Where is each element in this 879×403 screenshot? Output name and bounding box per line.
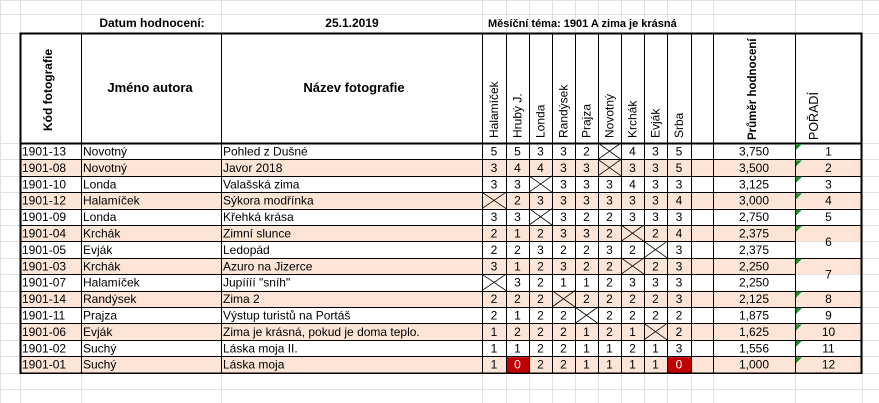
comment-marker-icon [796, 177, 802, 183]
photo-title[interactable]: Zima 2 [223, 292, 260, 307]
average-score[interactable]: 1,625 [738, 324, 770, 339]
judge-score[interactable]: 3 [583, 160, 590, 175]
table-row[interactable] [22, 341, 769, 355]
judge-score[interactable]: 3 [629, 275, 636, 290]
judge-score[interactable]: 1 [514, 341, 521, 356]
judge-score[interactable]: 3 [652, 193, 659, 208]
judge-score[interactable]: 2 [606, 292, 613, 307]
photo-code[interactable]: 1901-06 [22, 324, 67, 339]
judge-score[interactable]: 2 [490, 308, 498, 323]
table-row[interactable] [22, 276, 769, 290]
header-photo-title[interactable]: Název fotografie [303, 80, 405, 95]
judge-score[interactable]: 2 [629, 341, 636, 356]
judge-score[interactable]: 1 [514, 308, 521, 323]
judge-score[interactable]: 2 [560, 308, 567, 323]
header-rank[interactable]: POŘADÍ [807, 92, 821, 140]
judge-score[interactable]: 2 [537, 275, 544, 290]
photo-code[interactable]: 1901-10 [22, 177, 67, 192]
average-score[interactable]: 2,125 [738, 292, 770, 307]
judge-score[interactable]: 2 [514, 193, 521, 208]
author-name[interactable]: Krchák [83, 259, 121, 274]
judge-score[interactable]: 3 [629, 160, 636, 175]
judge-score[interactable]: 4 [629, 144, 636, 159]
judge-score[interactable]: 3 [652, 144, 659, 159]
judge-score[interactable]: 2 [652, 308, 659, 323]
judge-score[interactable]: 3 [583, 193, 590, 208]
judge-header[interactable]: Hrubý J. [510, 93, 525, 138]
judge-score[interactable]: 3 [675, 275, 683, 290]
judge-score[interactable]: 3 [514, 275, 521, 290]
average-score[interactable]: 2,750 [738, 210, 770, 225]
judge-score[interactable]: 3 [629, 210, 636, 225]
date-value[interactable]: 25.1.2019 [325, 16, 379, 30]
judge-score[interactable]: 2 [537, 308, 544, 323]
judge-score[interactable]: 5 [675, 144, 683, 159]
judge-score[interactable]: 2 [514, 242, 521, 257]
header-author-name[interactable]: Jméno autora [107, 80, 193, 95]
rank-value[interactable]: 10 [821, 324, 836, 339]
judge-score[interactable]: 2 [629, 292, 636, 307]
author-name[interactable]: Suchý [83, 341, 117, 356]
photo-title[interactable]: Azuro na Jizerce [223, 259, 313, 274]
judge-score[interactable]: 2 [560, 357, 567, 372]
comment-marker-icon [796, 210, 802, 216]
photo-title[interactable]: Ledopád [223, 242, 270, 257]
author-name[interactable]: Novotný [83, 144, 128, 159]
judge-score[interactable]: 2 [629, 242, 636, 257]
rank-value[interactable]: 7 [825, 267, 832, 282]
average-score[interactable]: 2,250 [738, 275, 770, 290]
judge-score[interactable]: 3 [560, 193, 567, 208]
judge-score[interactable]: 2 [583, 242, 590, 257]
judge-header[interactable]: Evják [648, 108, 663, 138]
judge-score[interactable]: 2 [583, 259, 590, 274]
judge-score[interactable]: 5 [490, 144, 498, 159]
judge-score[interactable]: 2 [514, 324, 521, 339]
photo-code[interactable]: 1901-05 [22, 242, 67, 257]
rank-value[interactable]: 5 [825, 210, 832, 225]
judge-score[interactable]: 3 [652, 160, 659, 175]
judge-score[interactable]: 4 [675, 193, 683, 208]
photo-title[interactable]: Křehká krása [223, 210, 294, 225]
judge-score[interactable]: 2 [606, 210, 613, 225]
judge-score[interactable]: 3 [675, 292, 683, 307]
judge-score[interactable]: 3 [537, 193, 544, 208]
photo-title[interactable]: Pohled z Dušné [223, 144, 308, 159]
rank-value[interactable]: 1 [825, 144, 832, 159]
rank-value[interactable]: 3 [825, 177, 832, 192]
table-row[interactable] [22, 145, 769, 159]
judge-score[interactable]: 3 [490, 210, 498, 225]
judge-score[interactable]: 1 [583, 357, 590, 372]
photo-code[interactable]: 1901-01 [22, 357, 67, 372]
judge-score[interactable]: 2 [560, 242, 567, 257]
judge-score[interactable]: 5 [675, 160, 683, 175]
judge-header[interactable]: Prajza [579, 103, 594, 138]
judge-score[interactable]: 3 [675, 259, 683, 274]
judge-score[interactable]: 3 [583, 177, 590, 192]
rank-value[interactable]: 11 [822, 341, 835, 356]
photo-code[interactable]: 1901-08 [22, 160, 67, 175]
rank-value[interactable]: 4 [825, 193, 832, 208]
judge-score[interactable]: 3 [606, 193, 613, 208]
judge-header[interactable]: Randýsek [556, 84, 571, 138]
photo-title[interactable]: Javor 2018 [223, 160, 283, 175]
comment-marker-icon [796, 341, 802, 347]
judge-header[interactable]: Krchák [625, 100, 640, 138]
photo-code[interactable]: 1901-09 [22, 210, 67, 225]
judge-score[interactable]: 3 [652, 275, 659, 290]
judge-score[interactable]: 3 [490, 259, 498, 274]
average-score[interactable]: 1,875 [738, 308, 770, 323]
judge-score[interactable]: 3 [560, 210, 567, 225]
judge-score[interactable]: 2 [652, 259, 659, 274]
header-average[interactable]: Průměr hodnocení [747, 38, 759, 140]
judge-score[interactable]: 2 [583, 210, 590, 225]
judge-score[interactable]: 1 [514, 259, 521, 274]
judge-header[interactable]: Halamíček [487, 81, 501, 138]
judge-score[interactable]: 3 [537, 242, 544, 257]
judge-score[interactable]: 3 [560, 160, 567, 175]
judge-score[interactable]: 2 [490, 292, 498, 307]
photo-title[interactable]: Jupíííí "sníh" [223, 275, 291, 290]
judge-score[interactable]: 2 [560, 341, 567, 356]
comment-marker-icon [796, 144, 802, 150]
judge-score[interactable]: 3 [490, 177, 498, 192]
judge-score[interactable]: 3 [514, 177, 521, 192]
author-name[interactable]: Suchý [83, 357, 117, 372]
judge-score[interactable]: 2 [537, 341, 544, 356]
judge-header[interactable]: Srba [672, 112, 686, 138]
judge-score[interactable]: 1 [583, 324, 590, 339]
author-name[interactable]: Halamíček [83, 275, 140, 290]
judge-score[interactable]: 0 [675, 357, 683, 372]
rank-value[interactable]: 8 [825, 292, 832, 307]
table-row[interactable] [22, 177, 769, 191]
judge-score[interactable]: 1 [652, 357, 659, 372]
judge-score[interactable]: 1 [606, 341, 613, 356]
author-name[interactable]: Krchák [83, 226, 121, 241]
judge-score[interactable]: 3 [606, 242, 613, 257]
average-score[interactable]: 3,500 [738, 160, 770, 175]
judge-score[interactable]: 3 [675, 210, 683, 225]
judge-score[interactable]: 2 [606, 259, 613, 274]
judge-score[interactable]: 2 [675, 324, 683, 339]
date-label[interactable]: Datum hodnocení: [99, 16, 205, 30]
author-name[interactable]: Novotný [83, 160, 128, 175]
judge-score[interactable]: 2 [537, 226, 544, 241]
judge-score[interactable]: 2 [537, 259, 544, 274]
judge-score[interactable]: 1 [629, 357, 636, 372]
photo-title[interactable]: Zima je krásná, pokud je doma teplo. [223, 324, 420, 339]
judge-headers [487, 80, 686, 138]
judge-score[interactable]: 3 [629, 193, 636, 208]
judge-score[interactable]: 1 [490, 324, 498, 339]
judge-score[interactable]: 3 [537, 144, 544, 159]
rank-value[interactable]: 12 [821, 357, 836, 372]
judge-score[interactable]: 2 [537, 292, 544, 307]
author-name[interactable]: Evják [83, 242, 113, 257]
photo-title[interactable]: Láska moja [223, 357, 285, 372]
judge-score[interactable]: 3 [514, 210, 521, 225]
table-row[interactable] [22, 309, 769, 323]
average-score[interactable]: 3,000 [738, 193, 770, 208]
photo-code[interactable]: 1901-02 [22, 341, 67, 356]
judge-score[interactable]: 2 [629, 308, 636, 323]
judge-score[interactable]: 3 [675, 242, 683, 257]
judge-score[interactable]: 3 [583, 226, 590, 241]
judge-score[interactable]: 4 [514, 160, 521, 175]
judge-score[interactable]: 2 [537, 324, 544, 339]
judge-score[interactable]: 3 [560, 144, 567, 159]
judge-score[interactable]: 1 [652, 341, 659, 356]
comment-marker-icon [796, 308, 802, 314]
judge-score[interactable]: 4 [675, 226, 683, 241]
judge-score[interactable]: 2 [560, 324, 567, 339]
average-score[interactable]: 2,375 [738, 242, 770, 257]
rank-value[interactable]: 6 [825, 234, 832, 249]
average-score[interactable]: 3,750 [738, 144, 770, 159]
judge-score[interactable]: 2 [583, 144, 590, 159]
table-row[interactable] [22, 243, 769, 257]
author-name[interactable]: Randýsek [83, 292, 137, 307]
photo-code[interactable]: 1901-13 [22, 144, 67, 159]
judge-score[interactable]: 2 [490, 226, 498, 241]
photo-title[interactable]: Valašská zima [223, 177, 300, 192]
judge-score[interactable]: 3 [490, 160, 498, 175]
monthly-theme[interactable]: Měsíční téma: 1901 A zima je krásná [488, 18, 677, 30]
rank-value[interactable]: 9 [825, 308, 832, 323]
judge-score[interactable]: 1 [629, 324, 636, 339]
judge-score[interactable]: 2 [606, 308, 613, 323]
judge-score[interactable]: 2 [583, 292, 590, 307]
average-score[interactable]: 2,250 [738, 259, 770, 274]
judge-score[interactable]: 1 [583, 275, 590, 290]
judge-score[interactable]: 3 [652, 210, 659, 225]
photo-title[interactable]: Sýkora modřínka [223, 193, 314, 208]
judge-score[interactable]: 2 [652, 226, 659, 241]
judge-score[interactable]: 3 [675, 177, 683, 192]
judge-score[interactable]: 1 [606, 357, 613, 372]
judge-score[interactable]: 4 [537, 160, 544, 175]
judge-score[interactable]: 3 [560, 259, 567, 274]
judge-score[interactable]: 2 [606, 324, 613, 339]
judge-header[interactable]: Londa [533, 104, 548, 138]
photo-code[interactable]: 1901-07 [22, 275, 67, 290]
judge-score[interactable]: 3 [560, 177, 567, 192]
photo-title[interactable]: Láska moja II. [223, 341, 298, 356]
judge-score[interactable]: 1 [514, 226, 521, 241]
header-photo-code[interactable]: Kód fotografie [41, 49, 55, 131]
photo-code[interactable]: 1901-04 [22, 226, 67, 241]
judge-score[interactable]: 3 [652, 177, 659, 192]
judge-score[interactable]: 1 [560, 275, 567, 290]
author-name[interactable]: Halamíček [83, 193, 140, 208]
author-name[interactable]: Prajza [83, 308, 118, 323]
rank-value[interactable]: 2 [825, 160, 832, 175]
judge-score[interactable]: 3 [675, 341, 683, 356]
photo-code[interactable]: 1901-11 [22, 308, 66, 323]
judge-score[interactable]: 1 [490, 357, 498, 372]
author-name[interactable]: Londa [83, 177, 117, 192]
judge-score[interactable]: 2 [606, 275, 613, 290]
table-row[interactable] [22, 210, 769, 224]
average-score[interactable]: 2,375 [738, 226, 770, 241]
judge-score[interactable]: 0 [514, 357, 521, 372]
judge-score[interactable]: 2 [490, 242, 498, 257]
judge-score[interactable]: 4 [629, 177, 636, 192]
judge-header[interactable]: Novotný [602, 93, 617, 138]
photo-code[interactable]: 1901-12 [22, 193, 67, 208]
judge-score[interactable]: 2 [606, 226, 613, 241]
author-name[interactable]: Evják [83, 324, 113, 339]
photo-title[interactable]: Výstup turistů na Portáš [223, 308, 351, 323]
author-name[interactable]: Londa [83, 210, 117, 225]
photo-title[interactable]: Zimní slunce [223, 226, 292, 241]
judge-score[interactable]: 3 [560, 226, 567, 241]
photo-code[interactable]: 1901-14 [22, 292, 67, 307]
average-score[interactable]: 1,000 [738, 357, 770, 372]
judge-score[interactable]: 2 [652, 292, 659, 307]
photo-code[interactable]: 1901-03 [22, 259, 67, 274]
judge-score[interactable]: 1 [490, 341, 498, 356]
judge-score[interactable]: 5 [514, 144, 521, 159]
average-score[interactable]: 3,125 [738, 177, 770, 192]
average-score[interactable]: 1,556 [738, 341, 770, 356]
judge-score[interactable]: 2 [675, 308, 683, 323]
judge-score[interactable]: 2 [514, 292, 521, 307]
judge-score[interactable]: 3 [606, 177, 613, 192]
judge-score[interactable]: 2 [537, 357, 544, 372]
judge-score[interactable]: 1 [583, 341, 590, 356]
